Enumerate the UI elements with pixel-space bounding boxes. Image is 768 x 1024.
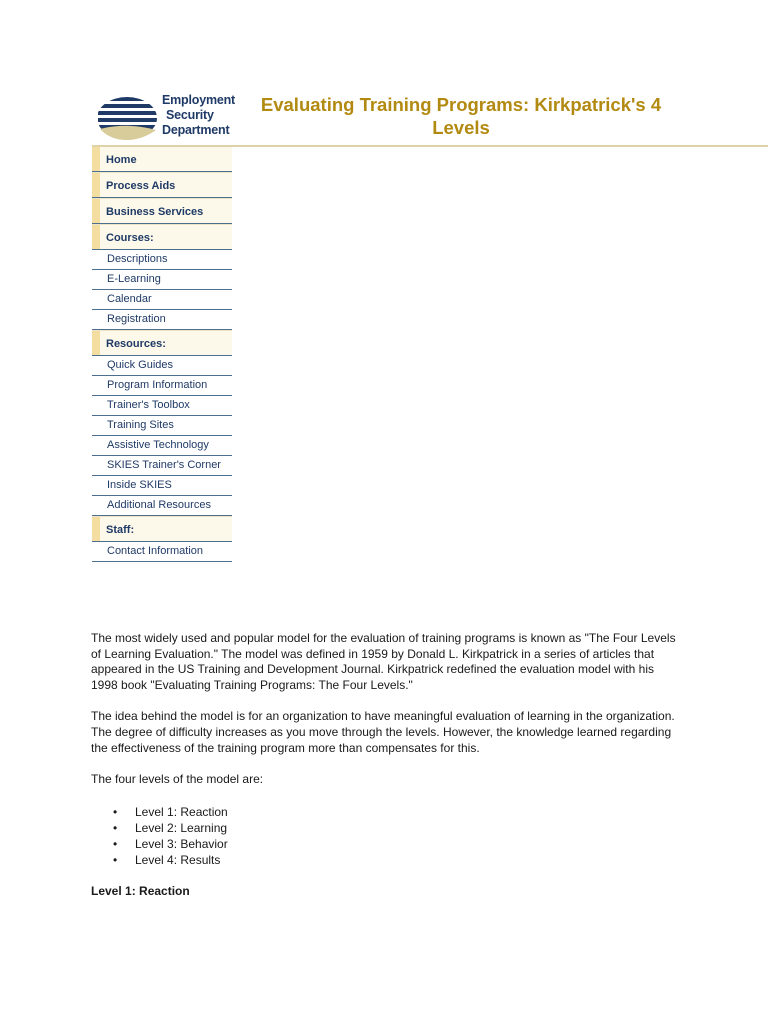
sidebar-item-skies-trainers-corner[interactable]: SKIES Trainer's Corner (92, 456, 232, 476)
model-idea-paragraph: The idea behind the model is for an organization to have meaningful evaluation of learning in the organization. The degree of difficulty increases as you move through the levels. However, the knowledge learned regarding the effectiveness of the training program more than compensates for this. (91, 709, 675, 755)
sidebar-item-quick-guides[interactable]: Quick Guides (92, 356, 232, 376)
logo-wordmark (162, 93, 244, 138)
sidebar-section-staff: Staff: (92, 516, 232, 542)
sidebar-item-additional-resources[interactable]: Additional Resources (92, 496, 232, 516)
logo-line-3: Department (162, 123, 230, 137)
intro-paragraph: The most widely used and popular model for the evaluation of training programs is known as "The Four Levels of Learning Evaluation." The model was defined in 1959 by Donald L. Kirkpatrick in a series of articles that appeared in the US Training and Development Journal. Kirkpatrick redefined the evaluation model with his 1998 book "Evaluating Training Programs: The Four Levels." (91, 631, 676, 692)
sidebar-item-inside-skies[interactable]: Inside SKIES (92, 476, 232, 496)
sidebar-section-courses: Courses: (92, 224, 232, 250)
sidebar-item-training-sites[interactable]: Training Sites (92, 416, 232, 436)
sidebar-item-contact-information[interactable]: Contact Information (92, 542, 232, 562)
sidebar-item-descriptions[interactable]: Descriptions (92, 250, 232, 270)
sidebar-item-calendar[interactable]: Calendar (92, 290, 232, 310)
sidebar-item-registration[interactable]: Registration (92, 310, 232, 330)
list-item: • Level 2: Learning (91, 820, 681, 836)
sidebar-section-resources: Resources: (92, 330, 232, 356)
sidebar-item-business-services[interactable]: Business Services (92, 198, 232, 224)
list-item: • Level 3: Behavior (91, 836, 681, 852)
sidebar-nav (92, 147, 232, 562)
article-body (91, 631, 681, 899)
sidebar-item-process-aids[interactable]: Process Aids (92, 172, 232, 198)
levels-list (91, 804, 681, 868)
section-heading-level-1: Level 1: Reaction (91, 883, 190, 898)
sidebar-item-trainers-toolbox[interactable]: Trainer's Toolbox (92, 396, 232, 416)
levels-intro-paragraph: The four levels of the model are: (91, 772, 264, 787)
sidebar-item-assistive-technology[interactable]: Assistive Technology (92, 436, 232, 456)
logo-line-1: Employment (162, 93, 236, 107)
list-item: • Level 1: Reaction (91, 804, 681, 820)
esd-logo (92, 92, 242, 144)
list-item: • Level 4: Results (91, 852, 681, 868)
logo-line-2: Security (166, 108, 214, 122)
esd-logo-mark-icon (92, 92, 162, 144)
sidebar-item-e-learning[interactable]: E-Learning (92, 270, 232, 290)
sidebar-item-program-information[interactable]: Program Information (92, 376, 232, 396)
page-title: Evaluating Training Programs: Kirkpatrick's 4 Levels (260, 94, 662, 138)
sidebar-item-home[interactable]: Home (92, 147, 232, 172)
